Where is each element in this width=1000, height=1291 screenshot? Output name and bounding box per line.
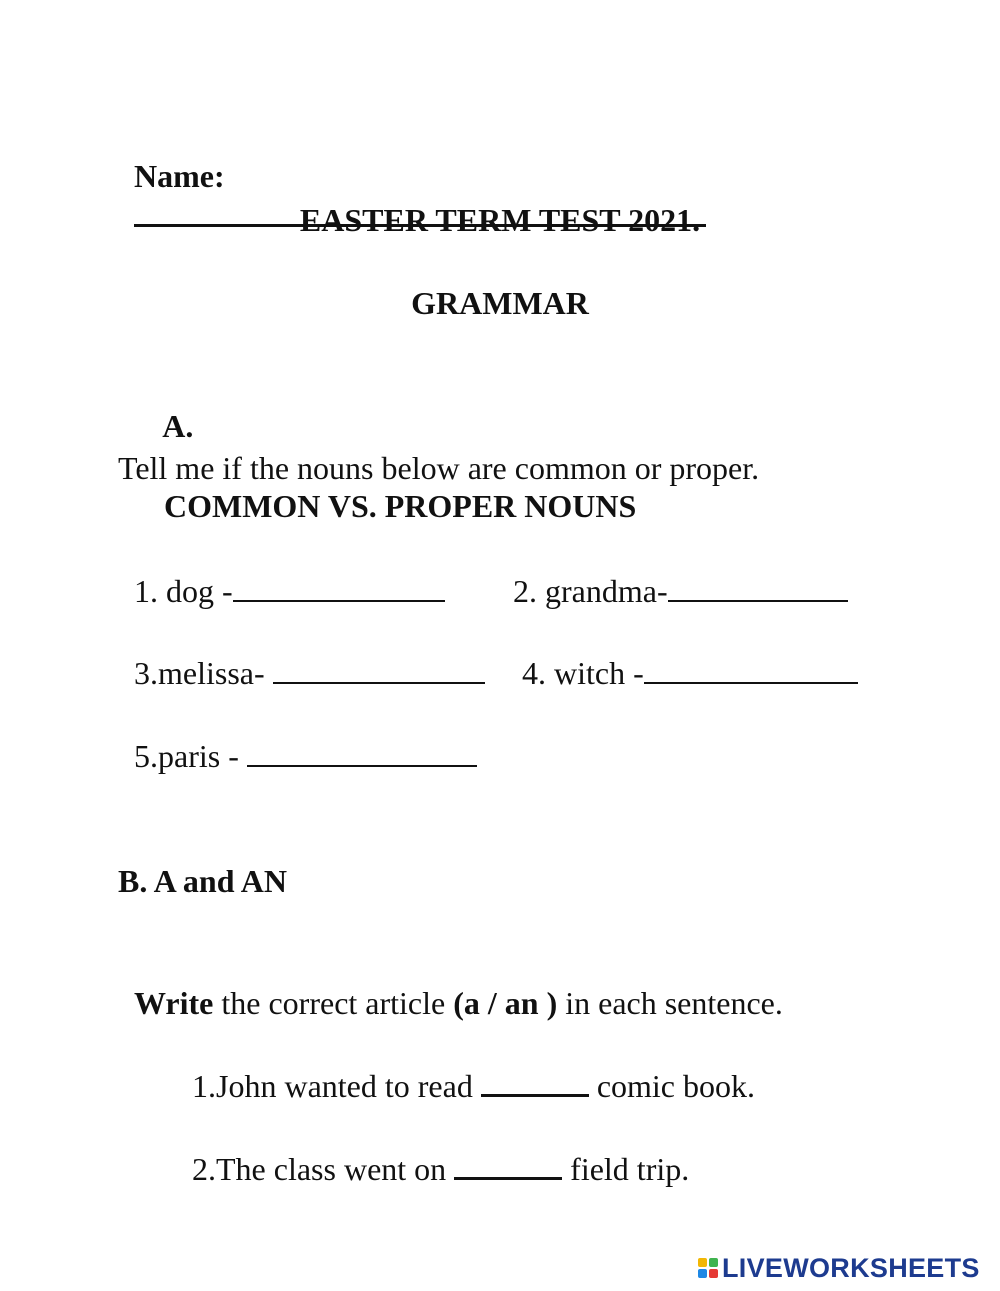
section-a-instruction: Tell me if the nouns below are common or proper. — [118, 450, 760, 486]
noun-answer-input[interactable] — [668, 599, 848, 602]
section-b-instruction — [118, 943, 783, 1023]
noun-answer-input[interactable] — [273, 681, 485, 684]
sentence-number: 2. — [192, 1151, 216, 1187]
instruction-text-end: in each sentence. — [557, 985, 783, 1021]
noun-answer-input[interactable] — [233, 599, 445, 602]
article-answer-input[interactable] — [454, 1176, 562, 1180]
noun-label: 1. dog - — [134, 573, 233, 609]
instruction-bold-write: Write — [134, 985, 214, 1021]
noun-answer-input[interactable] — [247, 764, 477, 767]
sentence-before: The class went on — [216, 1151, 455, 1187]
section-a-title: COMMON VS. PROPER NOUNS — [164, 488, 637, 524]
logo-text: LIVEWORKSHEETS — [722, 1252, 980, 1283]
noun-label: 5.paris - — [134, 738, 239, 774]
name-label: Name: — [134, 158, 225, 194]
noun-row-3 — [118, 613, 485, 693]
noun-row-5 — [118, 696, 477, 776]
sentence-after: field trip. — [562, 1151, 690, 1187]
noun-row-2 — [497, 531, 848, 611]
test-title: EASTER TERM TEST 2021. — [299, 202, 701, 238]
sentence-after: comic book. — [588, 1068, 755, 1104]
subject-title: GRAMMAR — [411, 285, 589, 321]
noun-label: 3.melissa- — [134, 655, 265, 691]
section-a-heading — [148, 366, 636, 526]
instruction-text: the correct article — [213, 985, 454, 1021]
sentence-1 — [176, 1026, 755, 1106]
noun-label: 2. grandma- — [513, 573, 668, 609]
noun-answer-input[interactable] — [644, 681, 858, 684]
instruction-bold-articles: (a / an ) — [453, 985, 558, 1021]
sentence-number: 1. — [192, 1068, 216, 1104]
sentence-before: John wanted to read — [216, 1068, 481, 1104]
section-a-letter: A. — [162, 408, 194, 444]
noun-label: 4. witch - — [522, 655, 644, 691]
sentence-2 — [176, 1109, 689, 1189]
logo-icon — [698, 1258, 718, 1278]
section-b-heading: B. A and AN — [118, 863, 287, 899]
article-answer-input[interactable] — [481, 1093, 589, 1097]
liveworksheets-logo[interactable] — [698, 1252, 980, 1284]
noun-row-4 — [506, 613, 858, 693]
noun-row-1 — [118, 531, 445, 611]
